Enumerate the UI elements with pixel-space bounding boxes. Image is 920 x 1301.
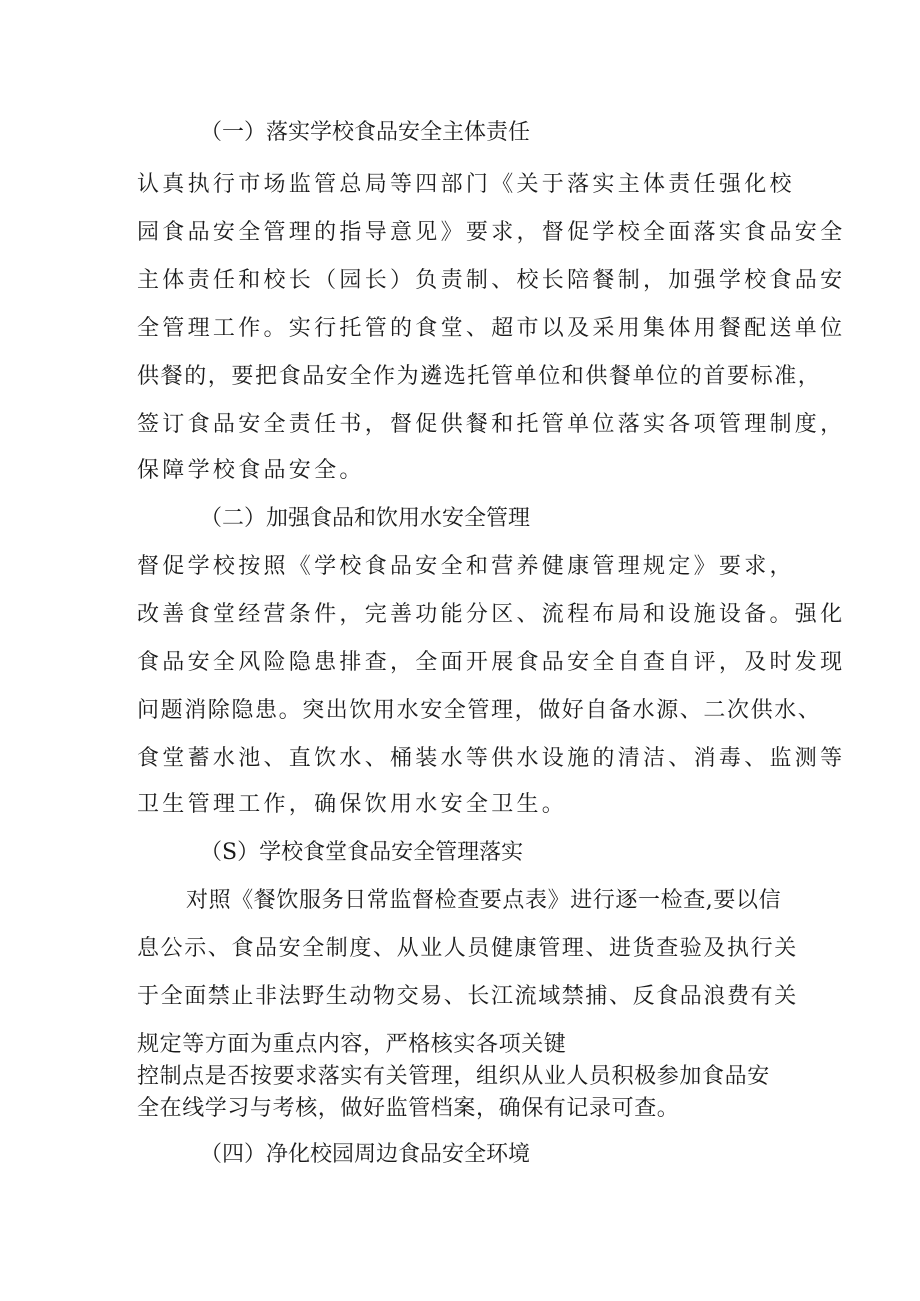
- paragraph-line: 规定等方面为重点内容，严格核实各项关键: [137, 1032, 567, 1057]
- section-heading-2: （二）加强食品和饮用水安全管理: [200, 506, 531, 531]
- paragraph-line: 问题消除隐患。突出饮用水安全管理，做好自备水源、二次供水、: [137, 698, 822, 723]
- paragraph-line: 园食品安全管理的指导意见》要求，督促学校全面落实食品安全: [137, 220, 846, 245]
- section-heading-1: （一）落实学校食品安全主体责任: [200, 120, 531, 145]
- paragraph-line: 保障学校食品安全。: [137, 458, 365, 483]
- paragraph-line: 全在线学习与考核，做好监管档案，确保有记录可查。: [137, 1096, 680, 1121]
- paragraph-line: 签订食品安全责任书，督促供餐和托管单位落实各项管理制度，: [137, 412, 846, 437]
- paragraph-line: 对照《餐饮服务日常监督检查要点表》进行逐一检查,要以信: [186, 888, 782, 913]
- paragraph-line: 食品安全风险隐患排查，全面开展食品安全自查自评，及时发现: [137, 650, 846, 675]
- section-heading-3: （S）学校食堂食品安全管理落实: [200, 840, 524, 865]
- section-heading-4: （四）净化校园周边食品安全环境: [200, 1142, 531, 1167]
- paragraph-line: 息公示、食品安全制度、从业人员健康管理、进货查验及执行关: [137, 936, 798, 961]
- paragraph-line: 于全面禁止非法野生动物交易、长江流域禁捕、反食品浪费有关: [137, 984, 798, 1009]
- paragraph-line: 供餐的，要把食品安全作为遴选托管单位和供餐单位的首要标准，: [137, 364, 822, 389]
- paragraph-line: 全管理工作。实行托管的食堂、超市以及采用集体用餐配送单位: [137, 316, 846, 341]
- paragraph-line: 卫生管理工作，确保饮用水安全卫生。: [137, 792, 568, 817]
- paragraph-line: 食堂蓄水池、直饮水、桶装水等供水设施的清洁、消毒、监测等: [137, 746, 846, 771]
- paragraph-line: 主体责任和校长（园长）负责制、校长陪餐制，加强学校食品安: [137, 268, 846, 293]
- paragraph-line: 改善食堂经营条件，完善功能分区、流程布局和设施设备。强化: [137, 602, 846, 627]
- paragraph-line: 督促学校按照《学校食品安全和营养健康管理规定》要求，: [137, 554, 795, 579]
- paragraph-line: 控制点是否按要求落实有关管理，组织从业人员积极参加食品安: [137, 1064, 770, 1089]
- paragraph-line: 认真执行市场监管总局等四部门《关于落实主体责任强化校: [137, 172, 795, 197]
